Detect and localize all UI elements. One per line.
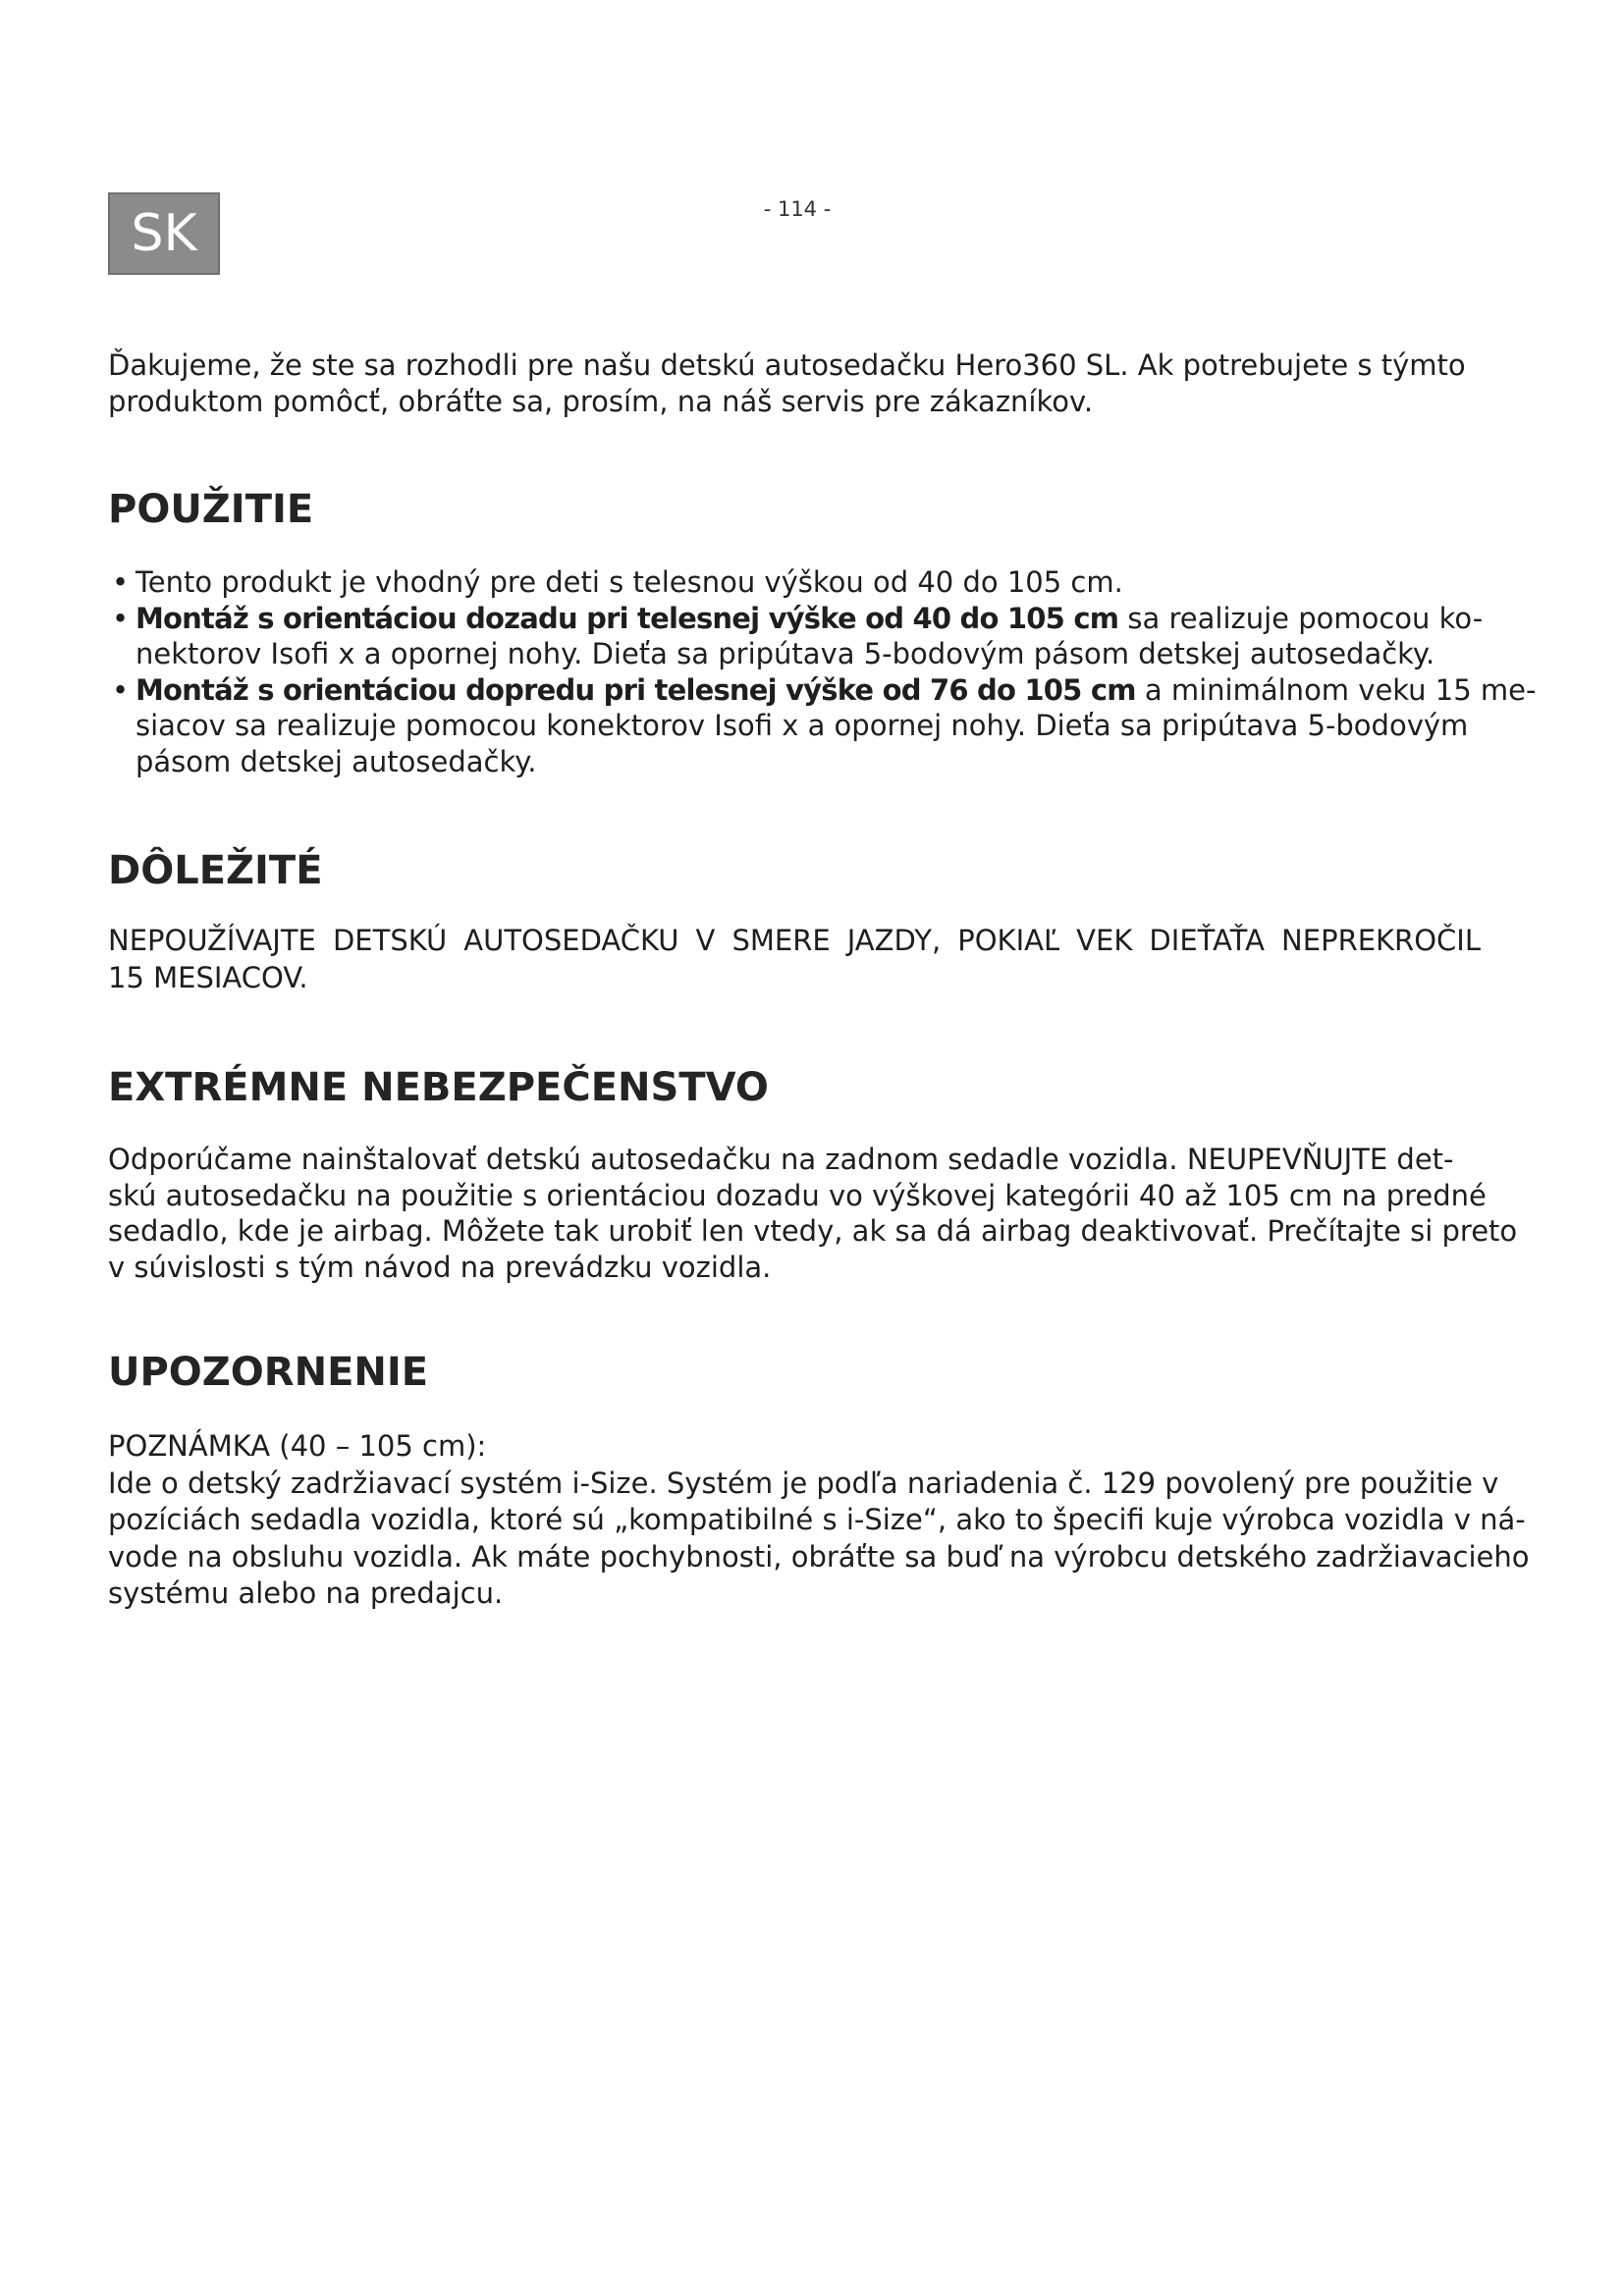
section-heading-danger: EXTRÉMNE NEBEZPEČENSTVO: [108, 1065, 769, 1110]
danger-paragraph: [108, 1142, 1517, 1286]
bullet-text: nektorov Isofi x a opornej nohy. Dieťa sa pripútava 5-bodovým pásom detskej autosedačky.: [135, 637, 1435, 671]
bullet-item: [108, 672, 1536, 780]
bullet-text: a minimálnom veku 15 me-: [1135, 672, 1537, 707]
warning-paragraph: [108, 1428, 1530, 1613]
section-heading-important: DÔLEŽITÉ: [108, 848, 323, 893]
important-line: 15 MESIACOV.: [108, 960, 308, 994]
danger-line: skú autosedačku na použitie s orientáciou dozadu vo výškovej kategórii 40 až 105 cm na predné: [108, 1178, 1487, 1212]
danger-line: Odporúčame nainštalovať detskú autosedačku na zadnom sedadle vozidla. NEUPEVŇUJTE det-: [108, 1143, 1454, 1176]
intro-line: produktom pomôcť, obráťte sa, prosím, na náš servis pre zákazníkov.: [108, 385, 1094, 418]
bullet-line: [135, 636, 1536, 672]
bullet-item: [108, 564, 1536, 601]
bullet-line: [135, 601, 1536, 637]
warning-line: systému alebo na predajcu.: [108, 1576, 504, 1610]
page-number: - 114 -: [763, 197, 832, 221]
warning-line: Ide o detský zadržiavací systém i-Size. Systém je podľa nariadenia č. 129 povolený pre použitie v: [108, 1466, 1499, 1500]
usage-bullet-list: [108, 564, 1536, 780]
danger-line: v súvislosti s tým návod na prevádzku vozidla.: [108, 1251, 772, 1285]
danger-line: sedadlo, kde je airbag. Môžete tak urobiť len vtedy, ak sa dá airbag deaktivovať. Prečítajte si preto: [108, 1214, 1518, 1249]
bullet-line: [135, 564, 1536, 601]
bullet-text: pásom detskej autosedačky.: [135, 744, 537, 778]
section-heading-usage: POUŽITIE: [108, 487, 314, 532]
bullet-line: [135, 708, 1536, 744]
bullet-line: [135, 672, 1536, 709]
bullet-bold-text: Montáž s orientáciou dopredu pri telesnej výške od 76 do 105 cm: [135, 672, 1136, 707]
important-line: NEPOUŽÍVAJTE DETSKÚ AUTOSEDAČKU V SMERE JAZDY, POKIAĽ VEK DIEŤAŤA NEPREKROČIL: [108, 924, 1481, 957]
warning-note-label: POZNÁMKA (40 – 105 cm):: [108, 1429, 487, 1463]
bullet-item: [108, 601, 1536, 672]
section-heading-warning: UPOZORNENIE: [108, 1350, 429, 1395]
bullet-line: [135, 744, 1536, 780]
intro-paragraph: [108, 347, 1466, 420]
bullet-bold-text: Montáž s orientáciou dozadu pri telesnej výške od 40 do 105 cm: [135, 601, 1119, 635]
intro-line: Ďakujeme, že ste sa rozhodli pre našu detskú autosedačku Hero360 SL. Ak potrebujete s týmto: [108, 348, 1466, 382]
bullet-marker: •: [112, 672, 130, 707]
language-badge: SK: [108, 192, 220, 275]
bullet-text: Tento produkt je vhodný pre deti s telesnou výškou od 40 do 105 cm.: [135, 565, 1123, 599]
bullet-marker: •: [112, 565, 130, 599]
warning-line: pozíciách sedadla vozidla, ktoré sú „kompatibilné s i-Size“, ako to špecifi kuje výrobca vozidla v ná-: [108, 1503, 1526, 1536]
bullet-text: siacov sa realizuje pomocou konektorov Isofi x a opornej nohy. Dieťa sa pripútava 5-bodovým: [135, 709, 1469, 743]
important-paragraph: [108, 923, 1481, 996]
warning-line: vode na obsluhu vozidla. Ak máte pochybnosti, obráťte sa buď na výrobcu detského zadržiavacieho: [108, 1539, 1530, 1574]
bullet-text: sa realizuje pomocou ko-: [1118, 601, 1484, 635]
bullet-marker: •: [112, 601, 130, 635]
